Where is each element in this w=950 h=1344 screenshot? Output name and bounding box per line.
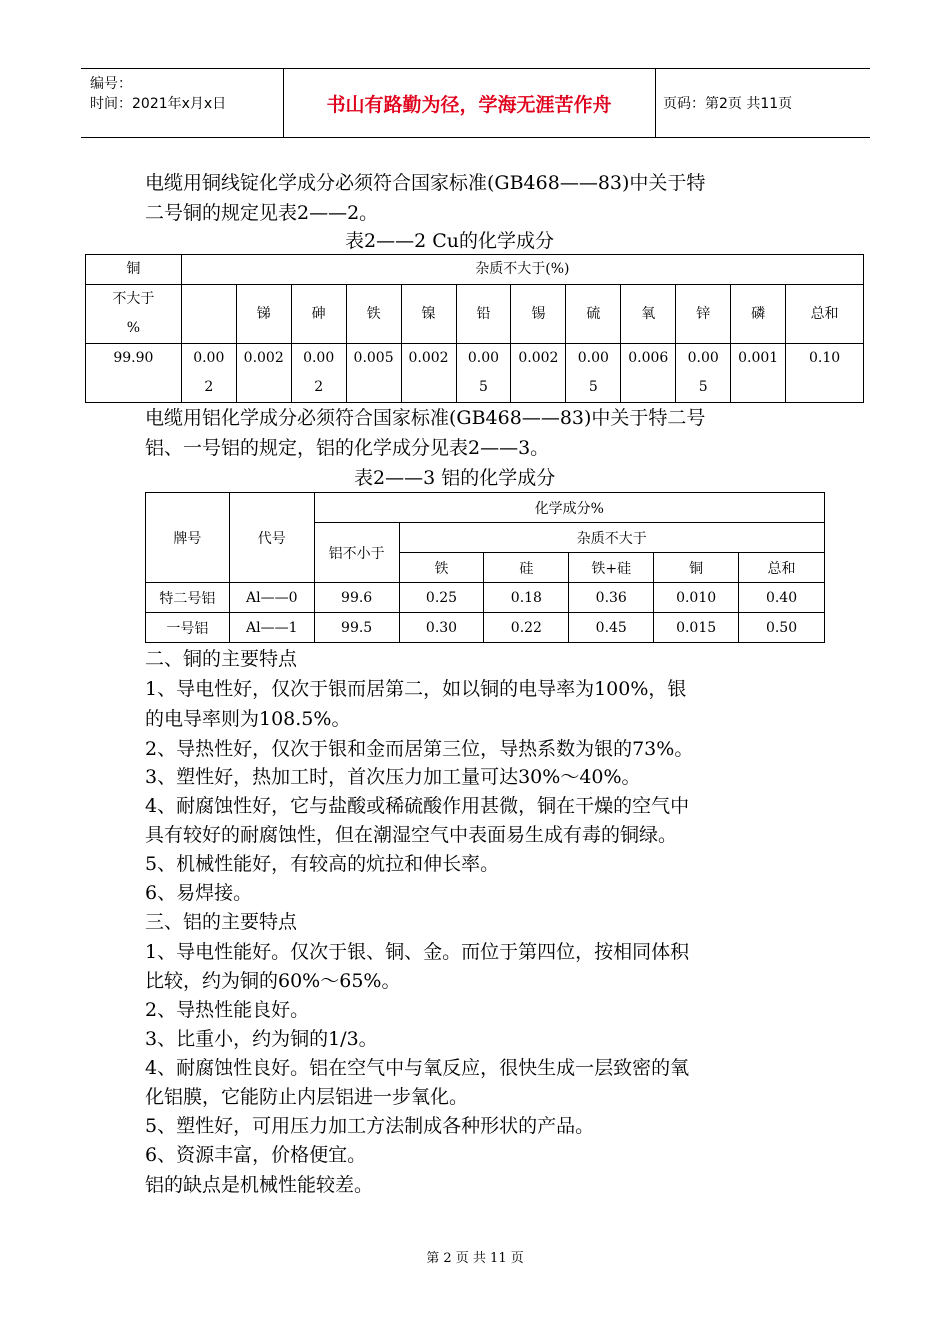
header-cell: 锑 <box>236 285 291 344</box>
paragraph-line: 1、导电性好，仅次于银而居第二，如以铜的电导率为100%，银 <box>145 678 687 700</box>
table-header-row <box>146 493 825 523</box>
header-cell: 杂质不大于 <box>399 523 824 553</box>
paragraph-line: 的电导率则为108.5%。 <box>145 708 351 730</box>
header-motto: 书山有路勤为径，学海无涯苦作舟 <box>326 93 612 116</box>
paragraph-line: 5、塑性好，可用压力加工方法制成各种形状的产品。 <box>145 1115 595 1137</box>
header-cell: 铜 <box>86 255 182 285</box>
header-cell: 镍 <box>401 285 456 344</box>
header-cell: 代号 <box>229 493 314 583</box>
header-cell: 铁+硅 <box>569 553 654 583</box>
table-row <box>146 613 825 643</box>
table-cell: 0.22 <box>484 613 569 643</box>
table-cell: 0.00 2 <box>181 344 236 403</box>
table-header-row <box>86 255 864 285</box>
header-line: % <box>126 320 141 336</box>
table-cell: 99.6 <box>314 583 399 613</box>
table-cell: 0.00 5 <box>456 344 511 403</box>
table-row <box>146 583 825 613</box>
paragraph-line: 5、机械性能好，有较高的炕拉和伸长率。 <box>145 853 500 875</box>
paragraph-line: 铝的缺点是机械性能较差。 <box>145 1174 374 1196</box>
table-cell: 0.002 <box>236 344 291 403</box>
header-cell: 硫 <box>566 285 621 344</box>
table-cell: 0.30 <box>399 613 484 643</box>
table-cell: 0.18 <box>484 583 569 613</box>
header-cell: 硅 <box>484 553 569 583</box>
table-cell: 0.002 <box>401 344 456 403</box>
table-cell: 99.5 <box>314 613 399 643</box>
table-cell: 0.015 <box>654 613 739 643</box>
header-cell: 杂质不大于(%) <box>181 255 863 285</box>
section-title: 三、铝的主要特点 <box>145 911 298 933</box>
paragraph-line: 二号铜的规定见表2——2。 <box>145 202 379 224</box>
table1-caption: 表2——2 Cu的化学成分 <box>345 230 554 252</box>
table-cell: 0.00 5 <box>566 344 621 403</box>
header-divider <box>655 69 656 137</box>
header-page-info: 页码：第2页 共11页 <box>663 96 793 112</box>
header-cell: 牌号 <box>146 493 230 583</box>
aluminum-composition-table <box>145 492 825 643</box>
paragraph-line: 2、导热性好，仅次于银和金而居第三位，导热系数为银的73%。 <box>145 738 694 760</box>
page-footer: 第 2 页 共 11 页 <box>426 1251 524 1266</box>
header-cell: 氧 <box>621 285 676 344</box>
document-time: 时间：2021年x月x日 <box>90 96 227 112</box>
table-cell: 99.90 <box>86 344 182 403</box>
table-cell: 0.40 <box>739 583 825 613</box>
table-cell: 0.10 <box>786 344 864 403</box>
paragraph-line: 4、耐腐蚀性良好。铝在空气中与氧反应，很快生成一层致密的氧 <box>145 1057 690 1079</box>
paragraph-line: 3、塑性好，热加工时，首次压力加工量可达30%～40%。 <box>145 766 641 788</box>
document-number-label: 编号： <box>90 76 132 92</box>
table2-caption: 表2——3 铝的化学成分 <box>354 467 556 489</box>
table-header-row <box>86 285 864 344</box>
header-cell: 铝不小于 <box>314 523 399 583</box>
paragraph-line: 6、资源丰富，价格便宜。 <box>145 1144 367 1166</box>
table-cell: 0.00 2 <box>291 344 346 403</box>
paragraph-line: 化铝膜，它能防止内层铝进一步氧化。 <box>145 1086 469 1108</box>
table-cell: 特二号铝 <box>146 583 230 613</box>
header-cell: 总和 <box>786 285 864 344</box>
table-cell: 0.45 <box>569 613 654 643</box>
table-cell: 0.50 <box>739 613 825 643</box>
table-row <box>86 344 864 403</box>
header-cell: 铁 <box>399 553 484 583</box>
paragraph-line: 电缆用铜线锭化学成分必须符合国家标准(GB468——83)中关于特 <box>145 172 706 194</box>
header-cell: 铅 <box>456 285 511 344</box>
table-cell: 0.36 <box>569 583 654 613</box>
paragraph-line: 1、导电性能好。仅次于银、铜、金。而位于第四位，按相同体积 <box>145 941 690 963</box>
header-cell <box>86 285 182 344</box>
table-cell: Al——1 <box>229 613 314 643</box>
section-title: 二、铜的主要特点 <box>145 648 298 670</box>
paragraph-line: 2、导热性能良好。 <box>145 999 310 1021</box>
paragraph-line: 比较，约为铜的60%～65%。 <box>145 970 401 992</box>
header-meta <box>90 74 226 114</box>
header-cell: 锡 <box>511 285 566 344</box>
paragraph-line: 4、耐腐蚀性好，它与盐酸或稀硫酸作用甚微，铜在干燥的空气中 <box>145 795 690 817</box>
copper-composition-table <box>85 254 864 403</box>
header-cell: 磷 <box>731 285 786 344</box>
header-cell: 铜 <box>654 553 739 583</box>
header-cell: 化学成分% <box>314 493 824 523</box>
header-line: 不大于 <box>112 291 155 307</box>
table-cell: 0.005 <box>346 344 401 403</box>
table-cell: 一号铝 <box>146 613 230 643</box>
paragraph-line: 电缆用铝化学成分必须符合国家标准(GB468——83)中关于特二号 <box>145 407 706 429</box>
header-cell: 总和 <box>739 553 825 583</box>
table-cell: Al——0 <box>229 583 314 613</box>
header-cell <box>181 285 236 344</box>
header-cell: 锌 <box>676 285 731 344</box>
table-cell: 0.002 <box>511 344 566 403</box>
header-cell: 砷 <box>291 285 346 344</box>
page-header <box>81 68 870 138</box>
paragraph-line: 具有较好的耐腐蚀性，但在潮湿空气中表面易生成有毒的铜绿。 <box>145 824 678 846</box>
paragraph-line: 铝、一号铝的规定，铝的化学成分见表2——3。 <box>145 437 550 459</box>
paragraph-line: 6、易焊接。 <box>145 882 253 904</box>
table-cell: 0.010 <box>654 583 739 613</box>
table-cell: 0.006 <box>621 344 676 403</box>
table-cell: 0.001 <box>731 344 786 403</box>
table-cell: 0.00 5 <box>676 344 731 403</box>
table-cell: 0.25 <box>399 583 484 613</box>
paragraph-line: 3、比重小，约为铜的1/3。 <box>145 1028 378 1050</box>
header-cell: 铁 <box>346 285 401 344</box>
